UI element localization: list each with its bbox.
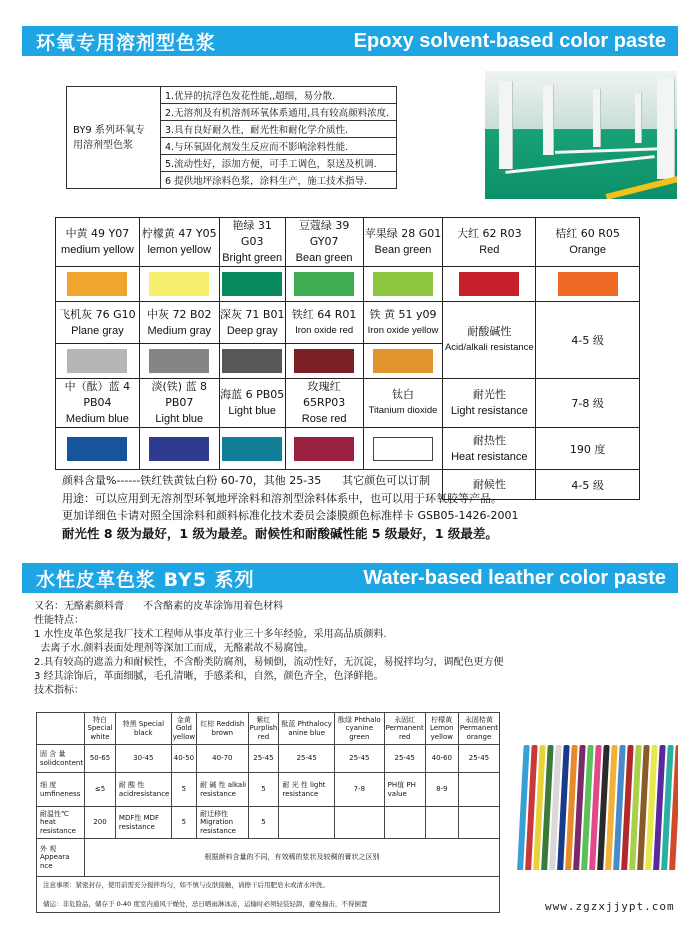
spec-header: 永固红 Permanent red (384, 713, 425, 745)
spec-row-label: 耐温性℃ heat resistance (37, 807, 85, 839)
note-line: 更加详细色卡请对照全国涂料和颜料标准化技术委员会漆膜颜色标准样卡 GSB05-1426-2001 (62, 509, 519, 522)
desc-line: 性能特点： (34, 615, 84, 626)
spec-prop: MDF性 MDF resistance (115, 807, 171, 839)
color-table (55, 217, 640, 500)
section2-title-cn: 水性皮革色浆 BY5 系列 (36, 568, 255, 591)
spec-row-label: 细 度 umfineness (37, 773, 85, 807)
color-swatch (67, 437, 127, 461)
color-swatch (373, 437, 433, 461)
spec-value: 25-45 (248, 745, 279, 773)
note-line: 颜料含量%------铁红铁黄钛白粉 60-70，其他 25-35 其它颜色可以订制 (62, 474, 431, 487)
footnote-storage: 储运：非危险品，储存于 0-40 度室内通风干燥处，忌日晒雨淋冰冻，运输时必须轻装轻卸，避免撞击，不得倒置 (43, 899, 368, 908)
spec-header: 紫红 Purplish red (248, 713, 279, 745)
color-name-cell: 玫瑰红 65RP03 Rose red (285, 379, 363, 428)
spec-value: 40-60 (425, 745, 458, 773)
spec-value: 30-45 (115, 745, 171, 773)
color-name-cell: 深灰 71 B01 Deep gray (219, 302, 285, 344)
spec-value: 40-70 (197, 745, 248, 773)
spec-header: 酞绿 Phthalo cyanine green (334, 713, 384, 745)
feature-item: 2.无溶剂及有机溶剂环氧体系通用,具有较高颜料浓度. (161, 104, 397, 121)
spec-prop: 耐 碱 性 alkali resistance (197, 773, 248, 807)
spec-value: 5 (248, 773, 279, 807)
color-name-cell: 柠檬黄 47 Y05 lemon yellow (139, 218, 219, 267)
spec-value: 7-8 (334, 773, 384, 807)
spec-value: ≤5 (85, 773, 116, 807)
feature-item: 4.与环氧固化剂发生反应而不影响涂料性能. (161, 138, 397, 155)
color-name-cell: 苹果绿 28 G01 Bean green (363, 218, 443, 267)
color-name-cell: 淡(铁) 蓝 8 PB07 Light blue (139, 379, 219, 428)
feature-item: 6 提供地坪涂料色浆，涂料生产，施工技术指导. (161, 172, 397, 189)
spec-prop: PH值 PH value (384, 773, 425, 807)
color-name-cell: 豆蔻绿 39 GY07 Bean green (285, 218, 363, 267)
color-name-cell: 钛白 Titanium dioxide (363, 379, 443, 428)
feature-item: 1.优异的抗浮色发花性能,,超细，易分散. (161, 87, 397, 104)
color-name-cell: 铁红 64 R01 Iron oxide red (285, 302, 363, 344)
color-swatch (294, 272, 354, 296)
series-label: BY9 系列环氧专用溶剂型色浆 (67, 87, 161, 189)
spec-header: 酞蓝 Phthalocy anine blue (279, 713, 335, 745)
color-name-cell: 飞机灰 76 G10 Plane gray (56, 302, 140, 344)
color-swatch (459, 272, 519, 296)
color-swatch (222, 437, 282, 461)
section1-title-en: Epoxy solvent-based color paste (353, 29, 666, 52)
spec-value: 25-45 (334, 745, 384, 773)
colored-leather-strips-photo (516, 745, 678, 870)
property-value: 190 度 (536, 428, 640, 470)
spec-value: 8-9 (425, 773, 458, 807)
spec-value: 40-50 (171, 745, 196, 773)
spec-header: 红棕 Reddish brown (197, 713, 248, 745)
color-swatch (222, 272, 282, 296)
desc-line: 3 经其涂饰后，革面细腻，毛孔清晰，手感柔和，自然，颜色齐全，色泽鲜艳。 (34, 671, 384, 682)
leather-spec-table (36, 712, 500, 913)
color-swatch (558, 272, 618, 296)
footnote-precaution: 注意事项：紧密封存，使用前需充分搅拌均匀，如不慎与皮肤接触，请擦干后用肥皂水或清水冲洗。 (43, 881, 329, 889)
spec-value: 25-45 (279, 745, 335, 773)
color-swatch (294, 349, 354, 373)
property-value: 7-8 级 (536, 379, 640, 428)
spec-prop: 耐 酸 性 acidresistance (115, 773, 171, 807)
color-name-cell: 中（酞）蓝 4 PB04 Medium blue (56, 379, 140, 428)
website-url: www.zgzxjjypt.com (545, 900, 675, 913)
color-swatch (149, 437, 209, 461)
desc-line: 1 水性皮革色浆是我厂技术工程师从事皮革行业三十多年经验，采用高品质颜料. (34, 629, 387, 640)
color-name-cell: 艳绿 31 G03 Bright green (219, 218, 285, 267)
desc-line: 2.具有较高的遮盖力和耐候性，不含酚类防腐剂，易倾倒，流动性好，无沉淀，易搅拌均匀，调配色更方便 (34, 657, 504, 668)
note-grade-line: 耐光性 8 级为最好，1 级为最差。耐候性和耐酸碱性能 5 级最好，1 级最差。 (62, 525, 498, 541)
property-label: 耐光性 Light resistance (443, 379, 536, 428)
features-table (66, 86, 397, 189)
color-name-cell: 中黄 49 Y07 medium yellow (56, 218, 140, 267)
spec-value: 5 (171, 807, 196, 839)
section2-header-banner (22, 563, 678, 593)
desc-line: 去离子水.颜料表面处理剂等深加工而成，无酪素故不易腐蚀。 (34, 643, 314, 654)
color-swatch (373, 349, 433, 373)
color-name-cell: 中灰 72 B02 Medium gray (139, 302, 219, 344)
property-value: 4-5 级 (536, 470, 640, 500)
property-label: 耐酸碱性 Acid/alkali resistance (443, 302, 536, 379)
color-swatch (373, 272, 433, 296)
spec-value: 50-65 (85, 745, 116, 773)
spec-value: 200 (85, 807, 116, 839)
spec-value: 25-45 (384, 745, 425, 773)
property-label: 耐候性 (443, 470, 536, 500)
note-line: 用途：可以应用到无溶剂型环氧地坪涂料和溶剂型涂料体系中，也可以用于环氧胶等产品。 (62, 491, 502, 505)
spec-row-label: 固 含 量 solidcontent (37, 745, 85, 773)
feature-item: 3.具有良好耐久性，耐光性和耐化学介质性. (161, 121, 397, 138)
section2-title-en: Water-based leather color paste (363, 566, 666, 589)
notes-block (62, 472, 518, 542)
spec-value: 25-45 (458, 745, 499, 773)
color-swatch (149, 349, 209, 373)
spec-row-label: 外 观 Appeara nce (37, 839, 85, 877)
color-name-cell: 海蓝 6 PB05 Light blue (219, 379, 285, 428)
color-swatch (67, 349, 127, 373)
spec-prop: 耐迁移性 Migration resistance (197, 807, 248, 839)
color-name-cell: 桔红 60 R05 Orange (536, 218, 640, 267)
spec-header: 特白 Special white (85, 713, 116, 745)
color-name-cell: 铁 黄 51 y09 Iron oxide yellow (363, 302, 443, 344)
section1-title-cn: 环氧专用溶剂型色浆 (36, 31, 217, 54)
spec-value: 5 (248, 807, 279, 839)
table-footnote (37, 877, 500, 913)
feature-item: 5.流动性好，添加方便，可手工调色，泵送及机调. (161, 155, 397, 172)
property-label: 耐热性 Heat resistance (443, 428, 536, 470)
spec-header: 特黑 Special black (115, 713, 171, 745)
color-swatch (294, 437, 354, 461)
spec-value: 5 (171, 773, 196, 807)
epoxy-floor-photo (485, 71, 677, 199)
section1-header-banner (22, 26, 678, 56)
spec-header: 金黄 Gold yellow (171, 713, 196, 745)
appearance-text: 根据颜料含量的不同，有效稀的浆状及较稠的膏状之区别 (85, 839, 500, 877)
color-swatch (67, 272, 127, 296)
spec-header: 永固桔黄 Permanent orange (458, 713, 499, 745)
desc-line: 又名：无酪素颜料膏 不含酪素的皮革涂饰用着色材料 (34, 601, 284, 612)
color-swatch (222, 349, 282, 373)
color-swatch (149, 272, 209, 296)
color-name-cell: 大红 62 R03 Red (443, 218, 536, 267)
leather-description (34, 600, 504, 698)
property-value: 4-5 级 (536, 302, 640, 379)
desc-line: 技术指标： (34, 685, 84, 696)
spec-header: 柠檬黄 Lemon yellow (425, 713, 458, 745)
spec-prop: 耐 光 性 light resistance (279, 773, 335, 807)
